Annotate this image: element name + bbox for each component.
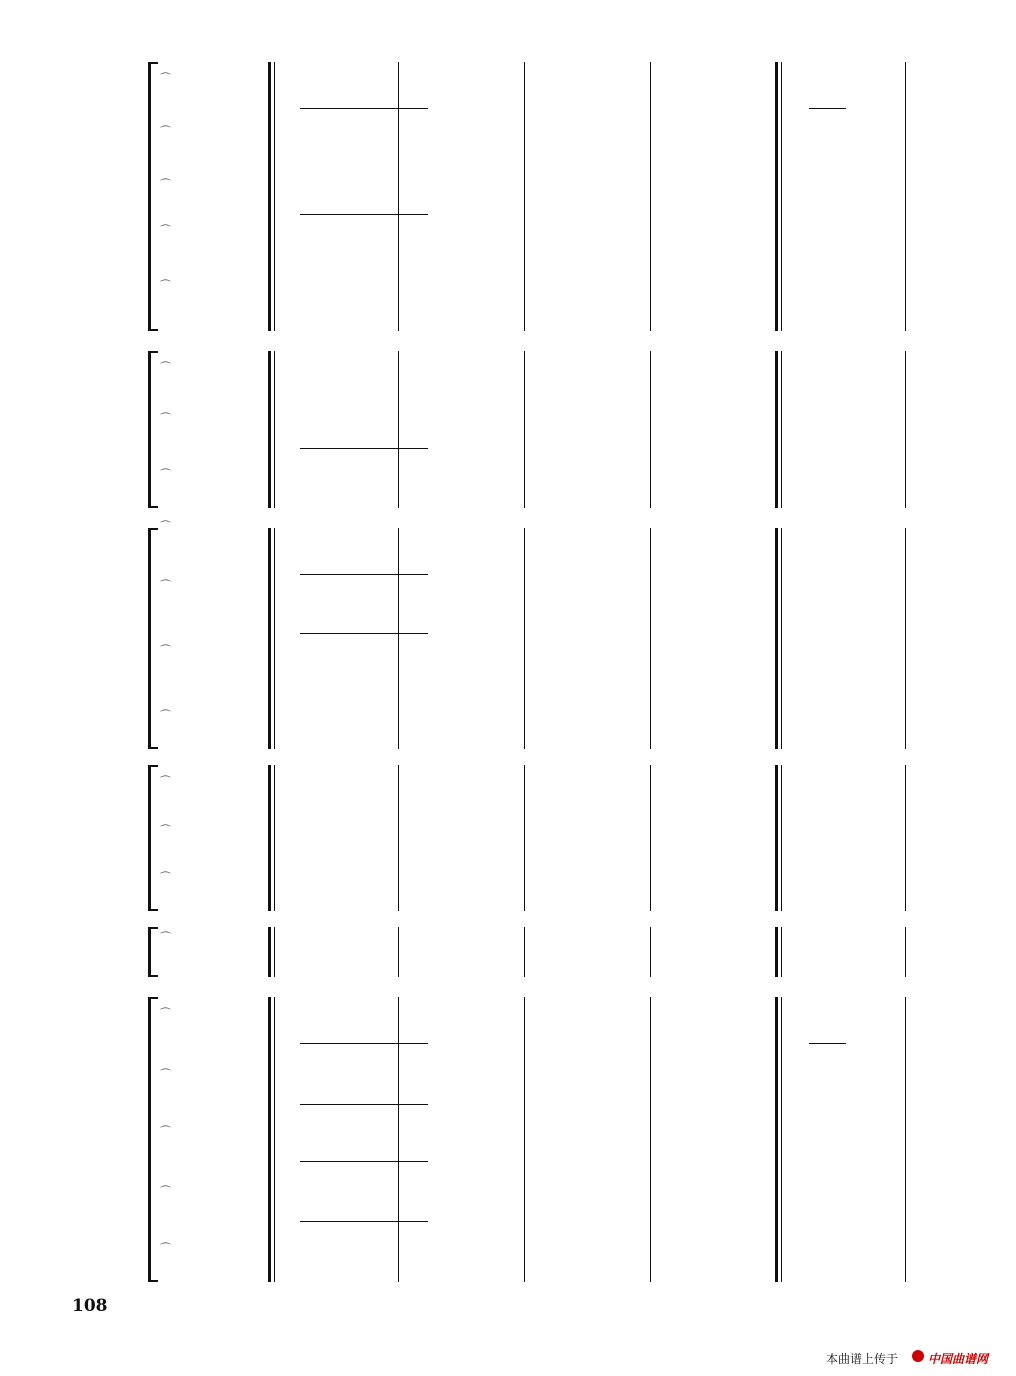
section-brace-cap (148, 528, 158, 530)
barline (398, 927, 399, 977)
fermata-mark: ⌒ (160, 709, 171, 722)
barline (905, 997, 906, 1282)
barline-thin (781, 528, 782, 749)
fermata-mark: ⌒ (160, 412, 171, 425)
section-brace-cap (148, 1280, 158, 1282)
barline-thin (274, 62, 275, 331)
barline (398, 528, 399, 749)
barline (650, 765, 651, 911)
section-brace (148, 528, 151, 749)
barline-thin (781, 927, 782, 977)
fermata-mark: ⌒ (160, 224, 171, 237)
barline (775, 997, 778, 1282)
footer-site-link[interactable] (928, 1350, 988, 1367)
page-number: 108 (72, 1296, 108, 1316)
barline (650, 351, 651, 508)
barline (398, 351, 399, 508)
barline (268, 927, 271, 977)
barline (905, 765, 906, 911)
barline (775, 351, 778, 508)
footer-upload-notice (826, 1350, 898, 1367)
fermata-mark: ⌒ (160, 72, 171, 85)
fermata-mark: ⌒ (160, 279, 171, 292)
barline-thin (274, 997, 275, 1282)
barline (650, 927, 651, 977)
barline-thin (274, 528, 275, 749)
barline (775, 62, 778, 331)
barline (905, 62, 906, 331)
barline (775, 528, 778, 749)
footer-text: 本曲谱上传于 (826, 1352, 899, 1366)
fermata-mark: ⌒ (160, 931, 171, 944)
barline (268, 765, 271, 911)
section-brace-cap (148, 927, 158, 929)
fermata-mark: ⌒ (160, 1068, 171, 1081)
footer-site-name: 中国曲谱网 (928, 1352, 989, 1366)
barline (524, 997, 525, 1282)
barline (650, 528, 651, 749)
fermata-mark: ⌒ (160, 871, 171, 884)
barline-thin (781, 351, 782, 508)
section-brace-cap (148, 351, 158, 353)
barline (268, 62, 271, 331)
fermata-mark: ⌒ (160, 361, 171, 374)
section-brace (148, 927, 151, 977)
section-brace-cap (148, 909, 158, 911)
barline (524, 765, 525, 911)
fermata-mark: ⌒ (160, 1007, 171, 1020)
fermata-mark: ⌒ (160, 824, 171, 837)
barline (775, 765, 778, 911)
barline (398, 765, 399, 911)
barline (905, 927, 906, 977)
section-brace-cap (148, 997, 158, 999)
section-brace-cap (148, 765, 158, 767)
barline (775, 927, 778, 977)
section-brace-cap (148, 506, 158, 508)
fermata-mark: ⌒ (160, 1242, 171, 1255)
fermata-mark: ⌒ (160, 468, 171, 481)
crescendo-line (809, 108, 846, 109)
barline (905, 528, 906, 749)
crescendo-line (300, 1104, 428, 1105)
crescendo-line (300, 633, 428, 634)
barline-thin (781, 997, 782, 1282)
section-brace (148, 351, 151, 508)
fermata-mark: ⌒ (160, 644, 171, 657)
barline (398, 62, 399, 331)
crescendo-line (809, 1043, 846, 1044)
barline-thin (274, 765, 275, 911)
fermata-mark: ⌒ (160, 520, 171, 533)
barline-thin (781, 765, 782, 911)
section-brace-cap (148, 62, 158, 64)
barline (524, 927, 525, 977)
barline-thin (781, 62, 782, 331)
barline (650, 62, 651, 331)
section-brace (148, 62, 151, 331)
barline (524, 351, 525, 508)
fermata-mark: ⌒ (160, 125, 171, 138)
crescendo-line (300, 108, 428, 109)
barline (650, 997, 651, 1282)
crescendo-line (300, 574, 428, 575)
fermata-mark: ⌒ (160, 775, 171, 788)
barline (905, 351, 906, 508)
barline (268, 351, 271, 508)
barline (524, 62, 525, 331)
crescendo-line (300, 1161, 428, 1162)
barline (268, 997, 271, 1282)
crescendo-line (300, 214, 428, 215)
fermata-mark: ⌒ (160, 579, 171, 592)
section-brace-cap (148, 329, 158, 331)
crescendo-line (300, 1221, 428, 1222)
section-brace (148, 765, 151, 911)
barline (524, 528, 525, 749)
barline (398, 997, 399, 1282)
section-brace-cap (148, 747, 158, 749)
section-brace-cap (148, 975, 158, 977)
crescendo-line (300, 1043, 428, 1044)
barline (268, 528, 271, 749)
barline-thin (274, 351, 275, 508)
crescendo-line (300, 448, 428, 449)
fermata-mark: ⌒ (160, 1185, 171, 1198)
section-brace (148, 997, 151, 1282)
fermata-mark: ⌒ (160, 178, 171, 191)
fermata-mark: ⌒ (160, 1125, 171, 1138)
site-logo-icon (912, 1350, 924, 1362)
barline-thin (274, 927, 275, 977)
